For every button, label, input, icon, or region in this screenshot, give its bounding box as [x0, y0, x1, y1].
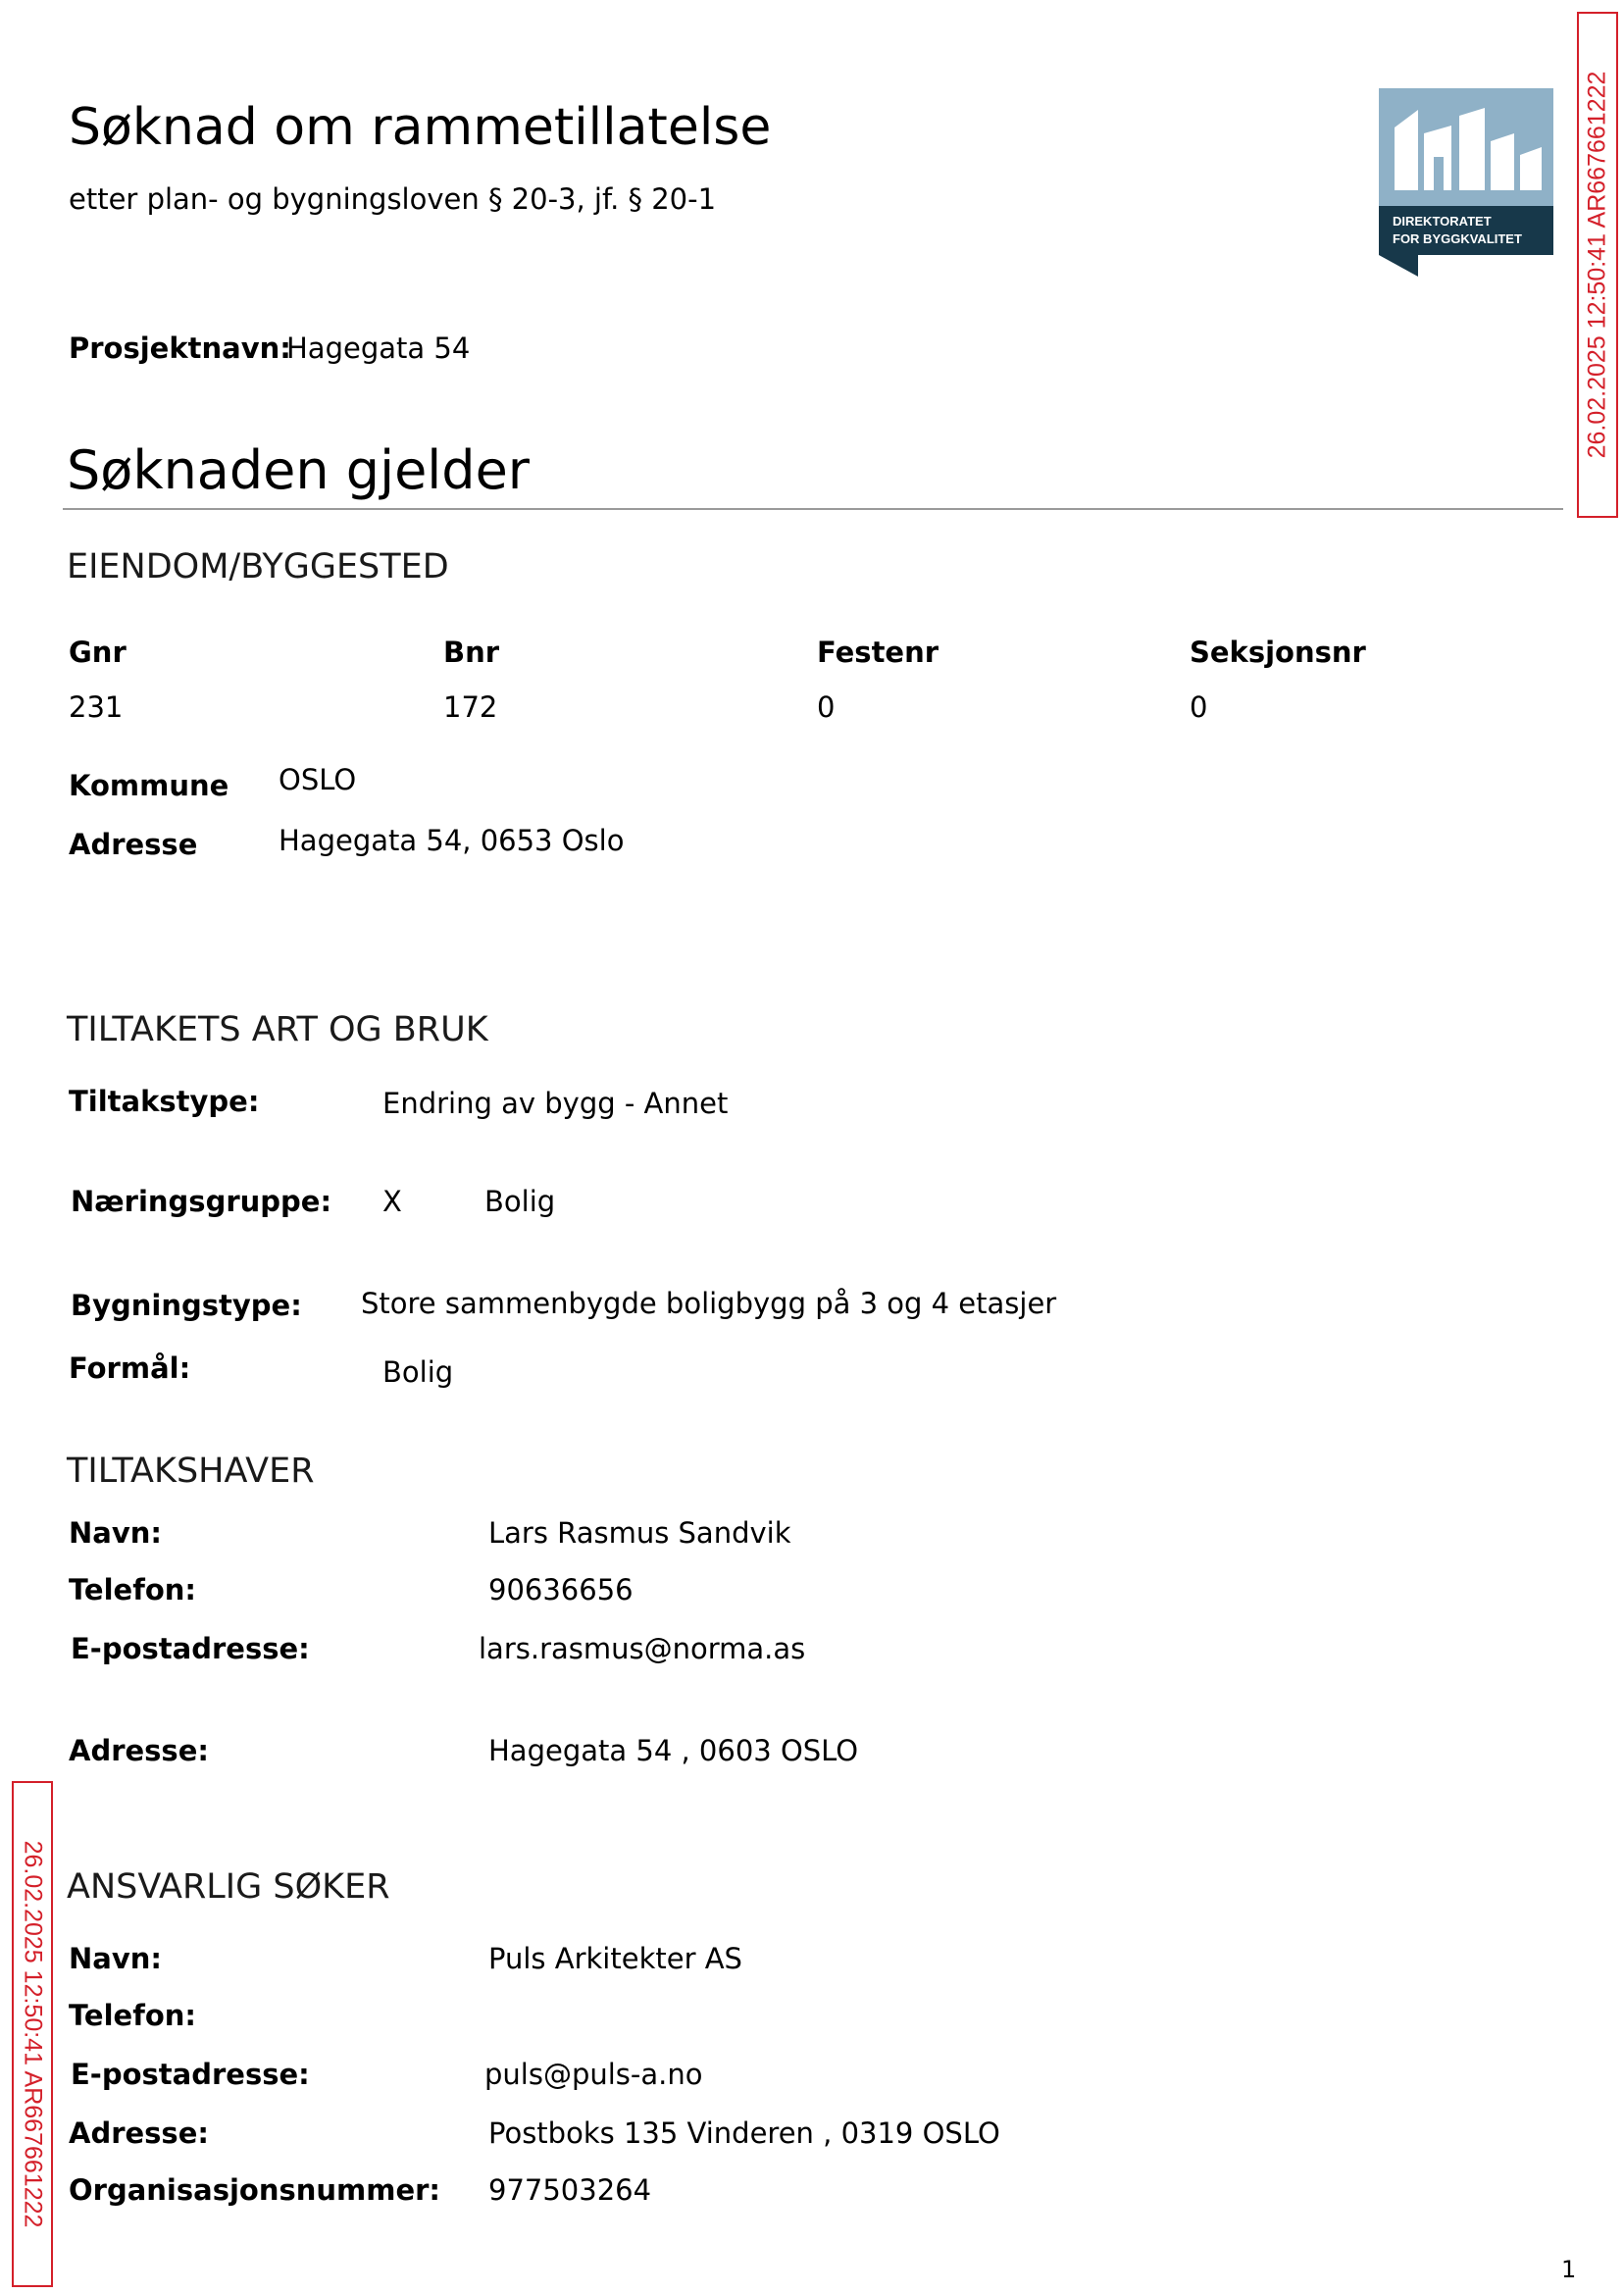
eiendom-adresse-value: Hagegata 54, 0653 Oslo — [279, 824, 625, 857]
organisasjonsnummer-value: 977503264 — [488, 2173, 652, 2207]
tiltakshaver-adresse-label: Adresse: — [69, 1734, 209, 1767]
tiltakshaver-epost-label: E-postadresse: — [71, 1632, 310, 1665]
organisasjonsnummer-label: Organisasjonsnummer: — [69, 2173, 441, 2207]
seksjonsnr-label: Seksjonsnr — [1190, 636, 1366, 669]
received-stamp-top-text: 26.02.2025 12:50:41 AR667661222 — [1583, 71, 1611, 459]
dibk-logo — [1379, 88, 1553, 277]
dibk-logo-icon — [1379, 88, 1553, 277]
tiltakstype-label: Tiltakstype: — [69, 1085, 260, 1118]
naeringsgruppe-value: Bolig — [484, 1185, 556, 1218]
project-name-value: Hagegata 54 — [286, 331, 471, 365]
naeringsgruppe-label: Næringsgruppe: — [71, 1185, 332, 1218]
soker-telefon-label: Telefon: — [69, 1999, 196, 2032]
gnr-value: 231 — [69, 690, 124, 724]
section-tiltak-heading: TILTAKETS ART OG BRUK — [67, 1010, 488, 1049]
bygningstype-label: Bygningstype: — [71, 1289, 302, 1322]
festenr-value: 0 — [817, 690, 836, 724]
bygningstype-value: Store sammenbygde boligbygg på 3 og 4 etasjer — [361, 1287, 1057, 1320]
tiltakstype-value: Endring av bygg - Annet — [382, 1087, 729, 1120]
tiltakshaver-telefon-label: Telefon: — [69, 1573, 196, 1606]
document-title: Søknad om rammetillatelse — [69, 98, 772, 157]
eiendom-adresse-label: Adresse — [69, 828, 198, 861]
formal-value: Bolig — [382, 1355, 454, 1389]
bnr-value: 172 — [443, 690, 498, 724]
section-ansvarlig-soker-heading: ANSVARLIG SØKER — [67, 1867, 390, 1907]
formal-label: Formål: — [69, 1351, 191, 1385]
section-eiendom-heading: EIENDOM/BYGGESTED — [67, 547, 449, 586]
soker-adresse-label: Adresse: — [69, 2116, 209, 2150]
naeringsgruppe-code: X — [382, 1185, 402, 1218]
section-divider — [63, 508, 1563, 510]
soker-adresse-value: Postboks 135 Vinderen , 0319 OSLO — [488, 2116, 1000, 2150]
document-subtitle: etter plan- og bygningsloven § 20-3, jf. § 20-1 — [69, 182, 717, 216]
seksjonsnr-value: 0 — [1190, 690, 1208, 724]
tiltakshaver-telefon-value: 90636656 — [488, 1573, 634, 1606]
soker-navn-label: Navn: — [69, 1942, 162, 1975]
logo-text-line2: FOR BYGGKVALITET — [1393, 231, 1522, 246]
tiltakshaver-epost-value: lars.rasmus@norma.as — [479, 1632, 806, 1665]
received-stamp-top — [1577, 12, 1618, 518]
received-stamp-side-text: 26.02.2025 12:50:41 AR667661222 — [19, 1840, 47, 2228]
page-number: 1 — [1561, 2256, 1577, 2283]
section-soknaden-gjelder: Søknaden gjelder — [67, 439, 530, 501]
project-name-label: Prosjektnavn: — [69, 331, 291, 365]
bnr-label: Bnr — [443, 636, 500, 669]
tiltakshaver-navn-label: Navn: — [69, 1516, 162, 1550]
soker-epost-label: E-postadresse: — [71, 2058, 310, 2091]
gnr-label: Gnr — [69, 636, 127, 669]
tiltakshaver-adresse-value: Hagegata 54 , 0603 OSLO — [488, 1734, 859, 1767]
received-stamp-side — [12, 1781, 53, 2287]
kommune-value: OSLO — [279, 763, 357, 796]
section-tiltakshaver-heading: TILTAKSHAVER — [67, 1452, 315, 1491]
soker-epost-value: puls@puls-a.no — [484, 2058, 703, 2091]
kommune-label: Kommune — [69, 769, 229, 802]
festenr-label: Festenr — [817, 636, 939, 669]
tiltakshaver-navn-value: Lars Rasmus Sandvik — [488, 1516, 791, 1550]
logo-text-line1: DIREKTORATET — [1393, 214, 1492, 229]
soker-navn-value: Puls Arkitekter AS — [488, 1942, 742, 1975]
